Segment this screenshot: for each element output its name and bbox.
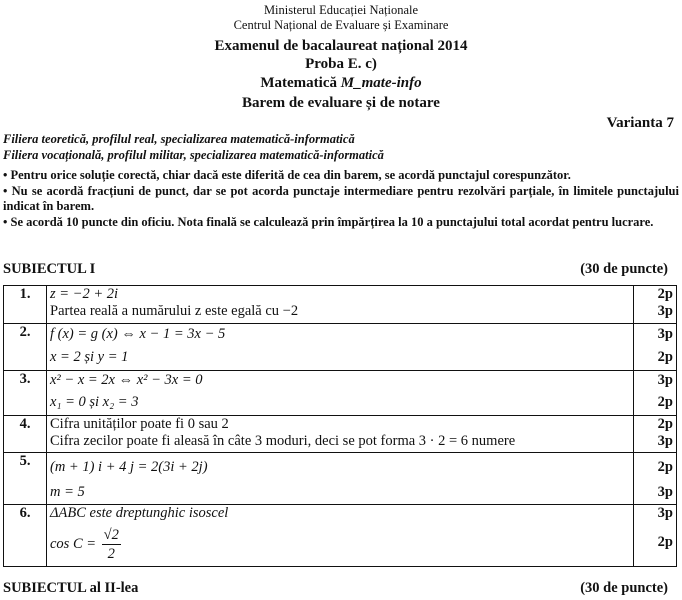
ministry-name: Ministerul Educației Naționale	[263, 3, 419, 17]
points-value: 3p	[657, 372, 673, 388]
subject-1-heading	[3, 261, 668, 278]
points-value: 3p	[657, 433, 673, 449]
table-row	[4, 505, 677, 567]
item-points	[634, 416, 677, 453]
item-solution	[47, 416, 634, 453]
exam-subject	[0, 75, 682, 92]
solution-line: x₁ = 0 și x₂ = 3	[50, 394, 139, 410]
formula-lhs: cos C =	[50, 535, 100, 552]
evaluation-center: Centrul Național de Evaluare și Examinare	[233, 18, 449, 32]
fraction-denominator: 2	[107, 546, 115, 562]
subject-2-title: SUBIECTUL al II-lea	[3, 580, 139, 596]
item-points	[634, 324, 677, 371]
table-row	[4, 371, 677, 416]
solution-line: Partea reală a numărului z este egală cu −2	[50, 303, 299, 319]
item-points	[634, 453, 677, 505]
item-number: 5.	[4, 453, 47, 505]
solution-line: ΔABC este dreptunghic isoscel	[50, 505, 229, 521]
subject-2-heading	[3, 580, 668, 597]
filiera-line-2: Filiera vocațională, profilul militar, specializarea matematică-informatică	[3, 148, 384, 162]
subject-track: M_mate-info	[340, 75, 422, 91]
table-row	[4, 324, 677, 371]
solution-line: (m + 1) i + 4 j = 2(3i + 2j)	[50, 459, 208, 475]
item-solution	[47, 505, 634, 567]
grading-rules	[3, 168, 679, 230]
item-solution	[47, 286, 634, 324]
item-number: 2.	[4, 324, 47, 371]
points-value: 3p	[657, 505, 673, 521]
item-points	[634, 371, 677, 416]
grading-table	[3, 285, 677, 567]
rule-item: • Se acordă 10 puncte din oficiu. Nota finală se calculează prin împărțirea la 10 a punctajului total acordat pentru lucrare.	[3, 214, 654, 229]
points-value: 2p	[657, 349, 673, 365]
fraction-numerator: √2	[103, 527, 119, 543]
item-number: 1.	[4, 286, 47, 324]
solution-line: x² − x = 2x ⇔ x² − 3x = 0	[50, 372, 203, 388]
document-header	[0, 3, 682, 33]
solution-line: m = 5	[50, 484, 85, 500]
points-value: 3p	[657, 484, 673, 500]
item-points	[634, 505, 677, 567]
rule-item: • Nu se acordă fracțiuni de punct, dar se pot acorda punctaje intermediare pentru rezolvări parțiale, în limitele punctajului indicat în barem.	[3, 183, 679, 213]
document-type: Barem de evaluare și de notare	[242, 95, 440, 111]
solution-line: f (x) = g (x) ⇔ x − 1 = 3x − 5	[50, 326, 226, 342]
subject-2-points: (30 de puncte)	[580, 580, 668, 596]
solution-line: z = −2 + 2i	[50, 286, 119, 302]
filiera-line-1: Filiera teoretică, profilul real, specializarea matematică-informatică	[3, 132, 355, 146]
points-value: 2p	[657, 534, 673, 550]
points-value: 2p	[657, 459, 673, 475]
subject-1-points: (30 de puncte)	[580, 261, 668, 277]
fraction	[102, 526, 121, 563]
variant-label: Varianta 7	[606, 115, 674, 131]
table-row	[4, 453, 677, 505]
item-number: 4.	[4, 416, 47, 453]
points-value: 2p	[657, 286, 673, 302]
points-value: 2p	[657, 416, 673, 432]
subject-prefix: Matematică	[260, 75, 341, 91]
exam-proba: Proba E. c)	[305, 56, 377, 72]
rule-item: • Pentru orice soluție corectă, chiar dacă este diferită de cea din barem, se acordă punctajul corespunzător.	[3, 168, 571, 182]
points-value: 3p	[657, 326, 673, 342]
item-solution	[47, 324, 634, 371]
solution-line: x = 2 și y = 1	[50, 349, 129, 365]
item-number: 3.	[4, 371, 47, 416]
item-points	[634, 286, 677, 324]
subject-1-title: SUBIECTUL I	[3, 261, 96, 277]
points-value: 3p	[657, 303, 673, 319]
table-row	[4, 416, 677, 453]
item-solution	[47, 453, 634, 505]
table-row	[4, 286, 677, 324]
item-solution	[47, 371, 634, 416]
solution-line: Cifra zecilor poate fi aleasă în câte 3 moduri, deci se pot forma 3 · 2 = 6 numere	[50, 433, 516, 449]
cosine-formula	[50, 526, 630, 563]
points-value: 2p	[657, 394, 673, 410]
exam-title: Examenul de bacalaureat național 2014	[214, 38, 468, 54]
solution-line: Cifra unităților poate fi 0 sau 2	[50, 416, 229, 432]
item-number: 6.	[4, 505, 47, 567]
